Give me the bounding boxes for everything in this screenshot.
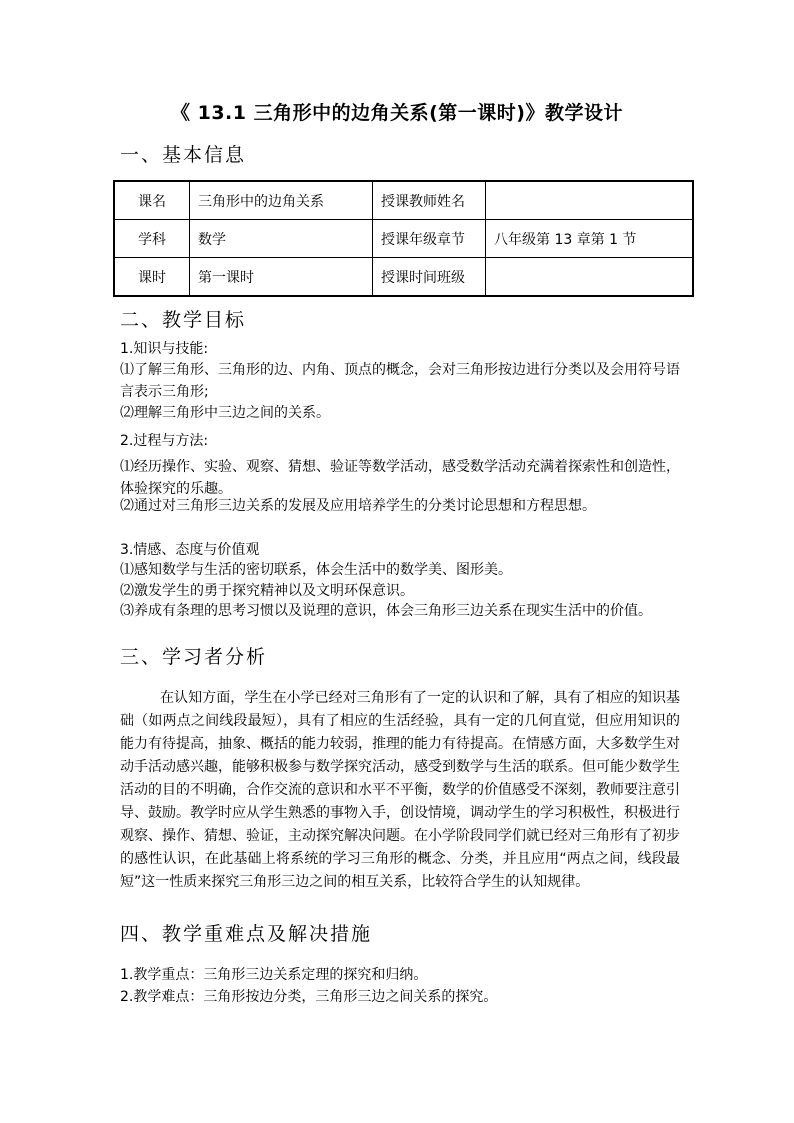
section-heading-basic-info: 一、基本信息 [120,144,247,166]
section-heading-key-points: 四、教学重难点及解决措施 [120,923,373,945]
goal-item: ⑵通过对三角形三边关系的发展及应用培养学生的分类讨论思想和方程思想。 [120,498,596,514]
goal-heading: 1.知识与技能: [120,341,209,357]
table-row [114,258,693,297]
table-cell [486,181,694,220]
section-heading-teaching-goals: 二、教学目标 [120,309,247,331]
table-row [114,181,693,220]
key-point-item: 2.教学难点：三角形按边分类，三角形三边之间关系的探究。 [120,989,498,1005]
table-row [114,220,693,258]
goal-heading: 3.情感、态度与价值观 [120,542,260,558]
table-cell: 学科 [114,220,190,258]
table-cell: 授课教师姓名 [373,181,486,220]
key-point-item: 1.教学重点：三角形三边关系定理的探究和归纳。 [120,967,428,983]
basic-info-table [113,180,694,297]
goal-item: ⑵理解三角形中三边之间的关系。 [120,405,330,421]
table-cell: 八年级第 13 章第 1 节 [486,220,694,258]
goal-item: ⑶养成有条理的思考习惯以及说理的意识，体会三角形三边关系在现实生活中的价值。 [120,603,652,619]
section-heading-learner-analysis: 三、学习者分析 [120,646,268,668]
table-cell: 数学 [190,220,373,258]
goal-heading: 2.过程与方法: [120,433,209,449]
document-title: 《 13.1 三角形中的边角关系(第一课时)》教学设计 [171,102,623,124]
goal-item: ⑵激发学生的勇于探究精神以及文明环保意识。 [120,583,414,599]
table-cell: 三角形中的边角关系 [190,181,373,220]
learner-analysis-paragraph: 在认知方面，学生在小学已经对三角形有了一定的认识和了解，具有了相应的知识基础（如两点之间线段最短），具有了相应的生活经验，具有一定的几何直觉，但应用知识的能力有待提高，抽象、概括的能力较弱，推理的能力有待提高。在情感方面，大多数学生对动手活动感兴趣，能够积极参与数学探究活动，感受到数学与生活的联系。但可能少数学生活动的目的不明确，合作交流的意识和水平不平衡，数学的价值感受不深刻，教师要注意引导、鼓励。教学时应从学生熟悉的事物入手，创设情境，调动学生的学习积极性，积极进行观察、操作、猜想、验证，主动探究解决问题。在小学阶段同学们就已经对三角形有了初步的感性认识，在此基础上将系统的学习三角形的概念、分类，并且应用“两点之间，线段最短”这一性质来探究三角形三边之间的相互关系，比较符合学生的认知规律。 [120,690,680,890]
goal-item: ⑴感知数学与生活的密切联系，体会生活中的数学美、图形美。 [120,562,512,578]
table-cell: 授课年级章节 [373,220,486,258]
table-cell [486,258,694,297]
goal-item: ⑴了解三角形、三角形的边、内角、顶点的概念，会对三角形按边进行分类以及会用符号语言表示三角形; [120,362,680,400]
table-cell: 授课时间班级 [373,258,486,297]
table-cell: 第一课时 [190,258,373,297]
goal-item: ⑴经历操作、实验、观察、猜想、验证等数学活动，感受数学活动充满着探索性和创造性，体验探究的乐趣。 [120,459,680,497]
table-cell: 课名 [114,181,190,220]
table-cell: 课时 [114,258,190,297]
